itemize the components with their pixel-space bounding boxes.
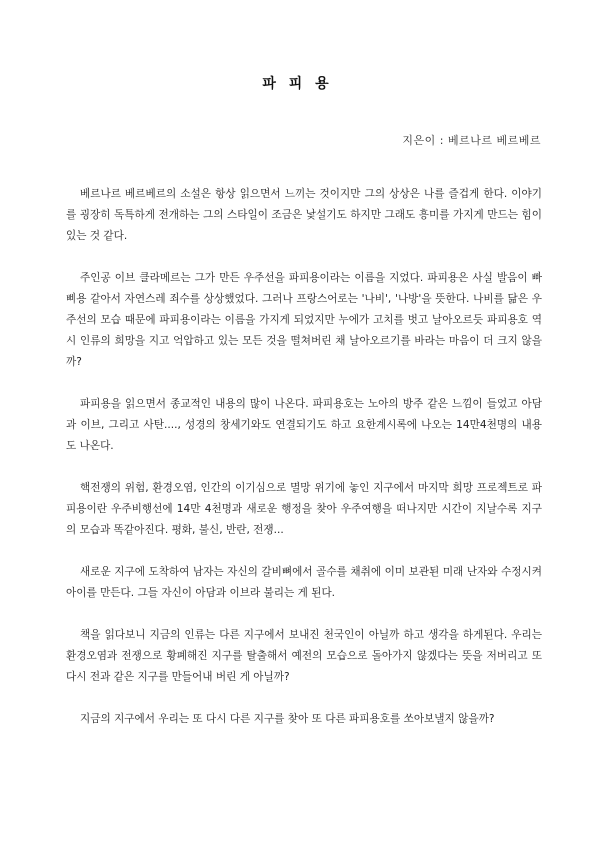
paragraph-7: 지금의 지구에서 우리는 또 다시 다른 지구를 찾아 또 다른 파피용호를 쏘아보낼지 않을까? — [80, 713, 495, 725]
document-body — [66, 184, 542, 751]
paragraph-5: 새로운 지구에 도착하여 남자는 자신의 갈비뼈에서 골수를 채취에 이미 보관된 미래 난자와 수정시켜 아이를 만든다. 그들 자신이 아담과 이브라 불리는 게 된다. — [66, 566, 542, 599]
document-title: 파 피 용 — [262, 76, 333, 92]
paragraph-6: 책을 읽다보니 지금의 인류는 다른 지구에서 보내진 천국인이 아닐까 하고 생각을 하게된다. 우리는 환경오염과 전쟁으로 황폐해진 지구를 탈출해서 예전의 모습으로 돌아가지 않겠다는 뜻을 저버리고 또 다시 전과 같은 지구를 만들어내 버린 게 아닐까? — [66, 629, 542, 683]
paragraph-2: 주인공 이브 클라메르는 그가 만든 우주선을 파피용이라는 이름을 지었다. 파피용은 사실 발음이 빠삐용 같아서 자연스레 죄수를 상상했었다. 그러나 프랑스어로는 '나비', '나방'을 뜻한다. 나비를 닮은 우주선의 모습 때문에 파피용이라는 이름을 가지게 되었지만 누에가 고치를 벗고 날아오르듯 파피용호 역시 인류의 희망을 지고 억압하고 있는 모든 것을 떨쳐버린 채 날아오르기를 바라는 마음이 더 크지 않을까? — [66, 272, 542, 368]
author-line: 지은이 : 베르나르 베르베르 — [402, 134, 541, 147]
paragraph-1: 베르나르 베르베르의 소설은 항상 읽으면서 느끼는 것이지만 그의 상상은 나를 즐겁게 한다. 이야기를 굉장히 독특하게 전개하는 그의 스타일이 조금은 낯설기도 하지만 그래도 흥미를 가지게 만드는 힘이 있는 것 같다. — [66, 188, 542, 242]
paragraph-3: 파피용을 읽으면서 종교적인 내용의 많이 나온다. 파피용호는 노아의 방주 같은 느낌이 들었고 아담과 이브, 그리고 사탄...., 성경의 창세기와도 연결되기도 하고 요한계시록에 나오는 14만4천명의 내용도 나온다. — [66, 398, 542, 452]
paragraph-4: 핵전쟁의 위험, 환경오염, 인간의 이기심으로 멸망 위기에 놓인 지구에서 마지막 희망 프로젝트로 파피용이란 우주비행선에 14만 4천명과 새로운 행정을 찾아 우주여행을 떠나지만 시간이 지날수록 지구의 모습과 똑같아진다. 평화, 불신, 반란, 전쟁... — [66, 482, 542, 536]
